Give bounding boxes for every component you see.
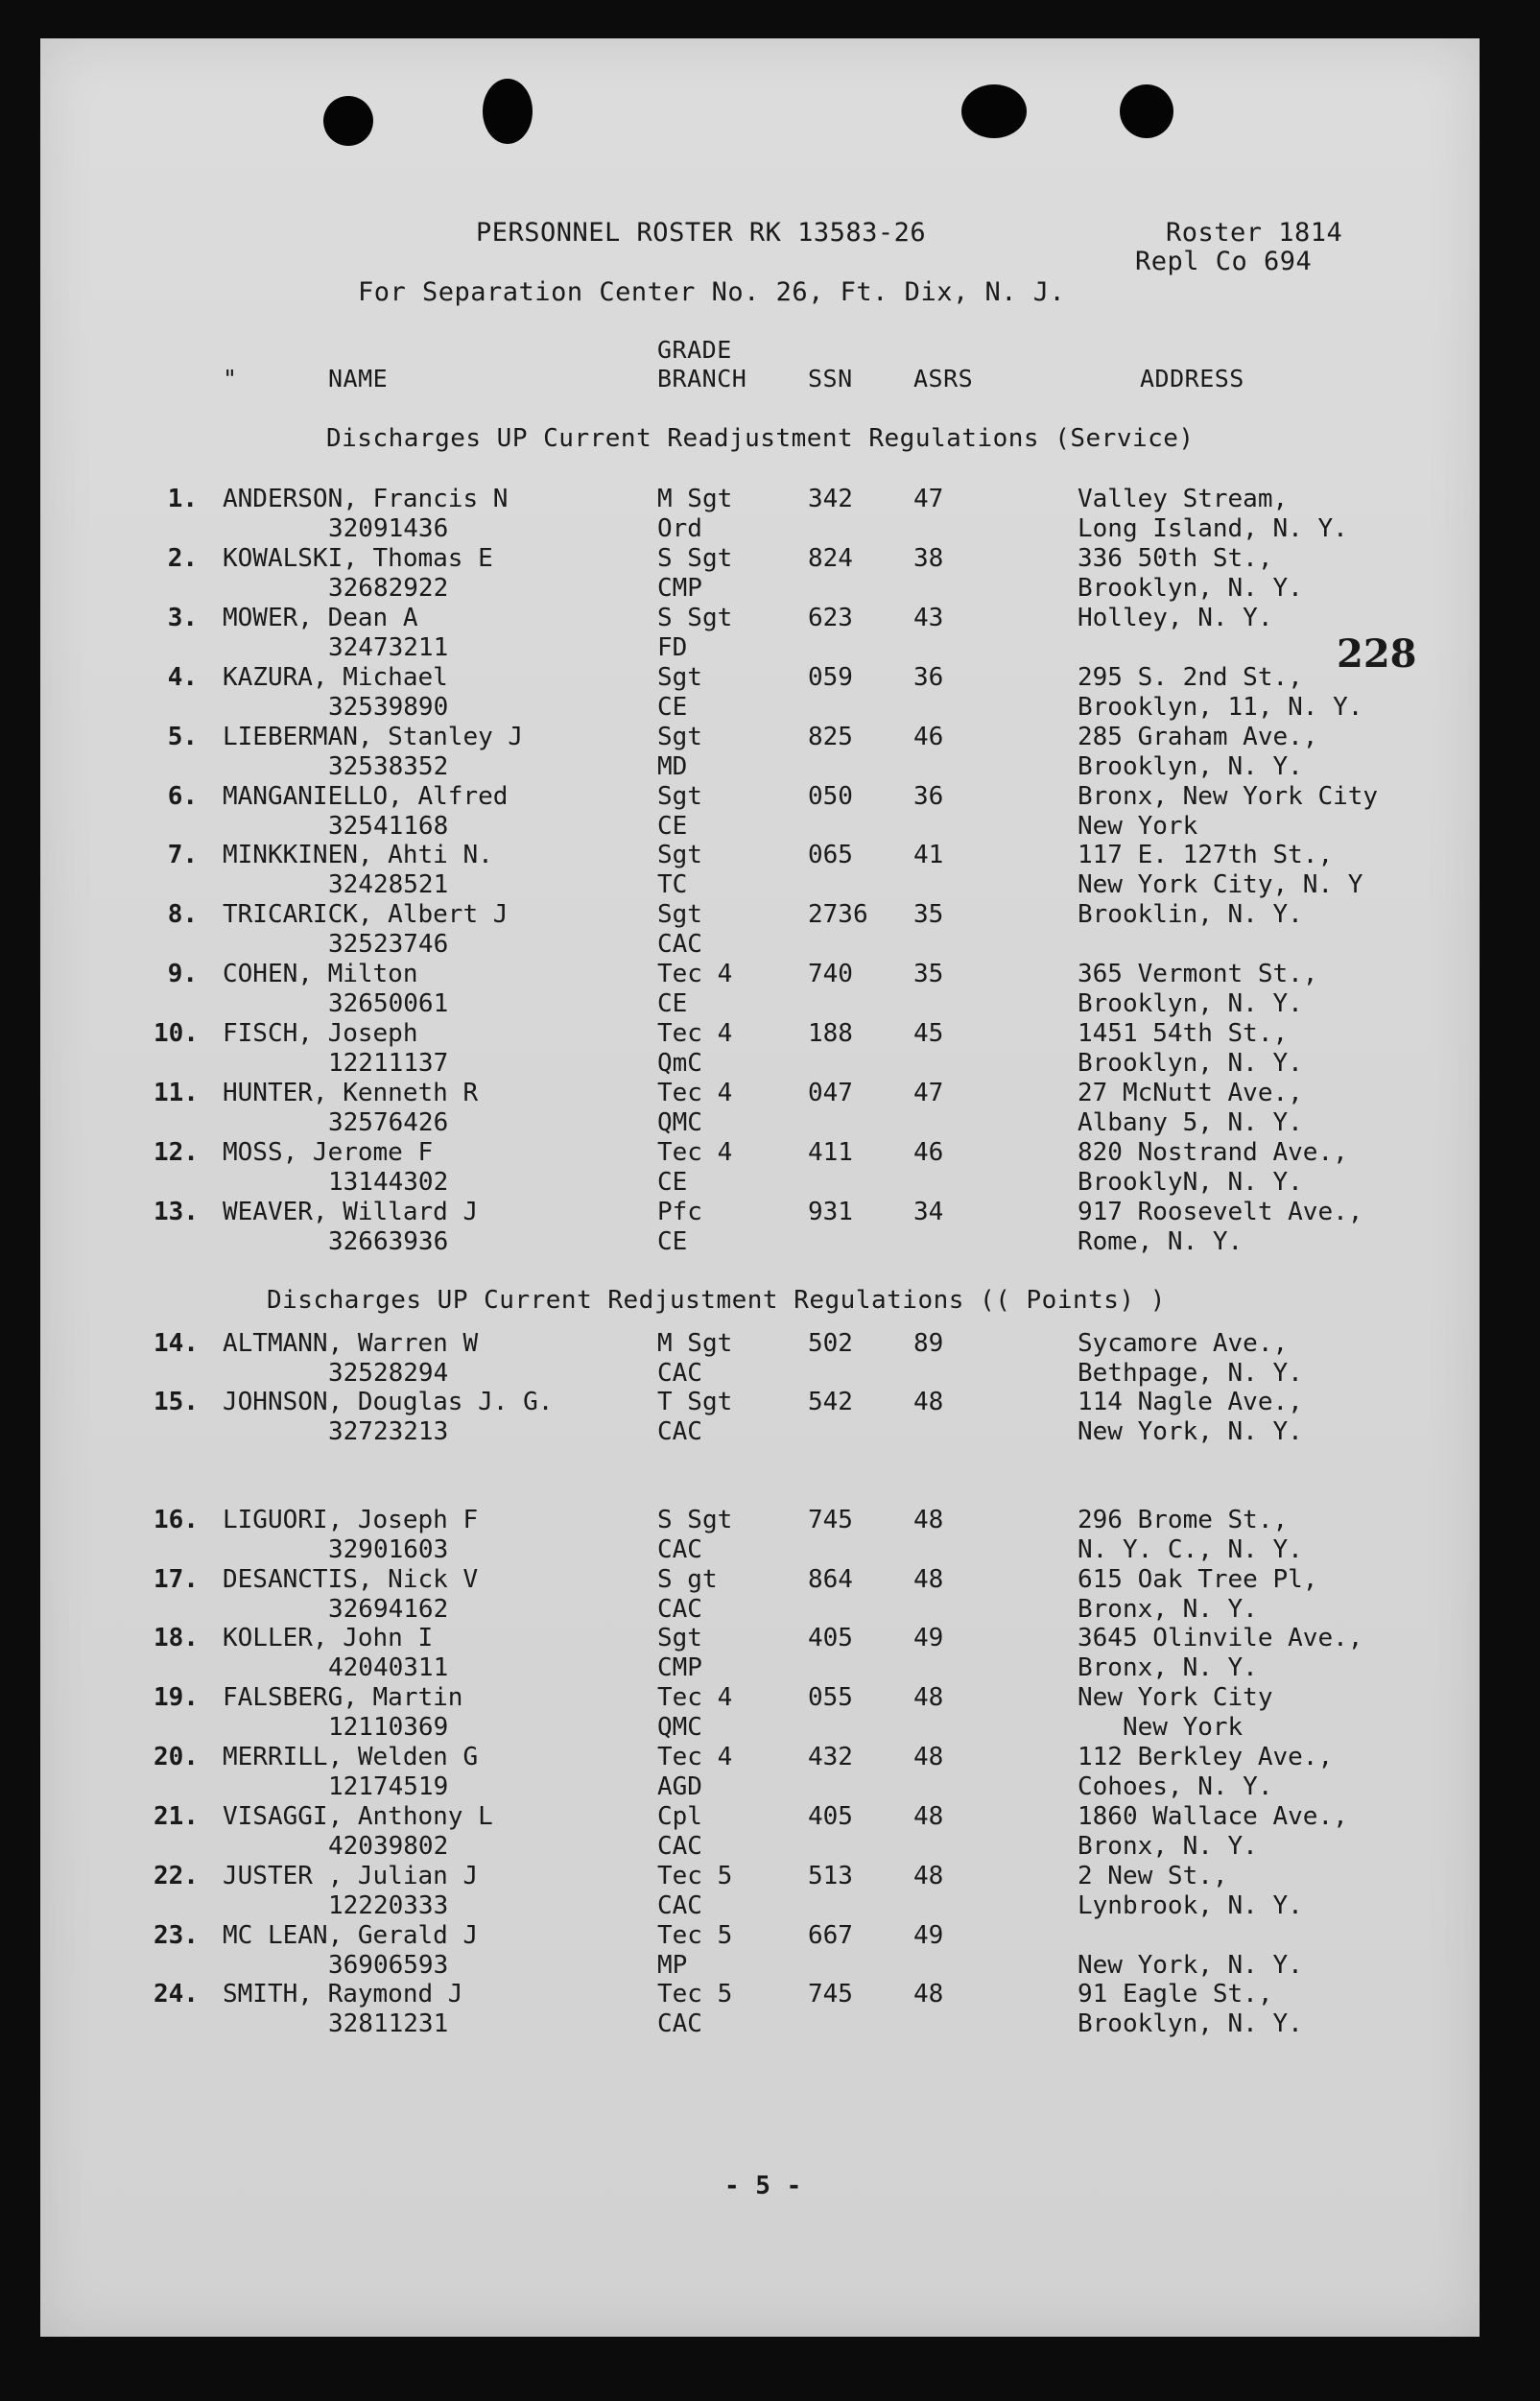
ssn: 047 bbox=[808, 1079, 853, 1107]
serial-number: 12110369 bbox=[328, 1713, 449, 1742]
address-line-2: Albany 5, N. Y. bbox=[1078, 1108, 1303, 1137]
address-line-1: 1860 Wallace Ave., bbox=[1078, 1802, 1348, 1831]
serial-number: 42039802 bbox=[328, 1832, 449, 1861]
separation-center: For Separation Center No. 26, Ft. Dix, N. J. bbox=[358, 277, 1066, 307]
address-line-2: Brooklyn, N. Y. bbox=[1078, 989, 1303, 1019]
table-row bbox=[0, 1565, 1540, 1625]
table-row bbox=[0, 1980, 1540, 2039]
row-number: 16. bbox=[154, 1506, 199, 1534]
grade: Sgt bbox=[657, 722, 702, 751]
branch: CAC bbox=[657, 1417, 702, 1446]
col-name: NAME bbox=[328, 365, 389, 392]
ssn: 864 bbox=[808, 1565, 853, 1594]
address-line-2: Long Island, N. Y. bbox=[1078, 514, 1348, 543]
asrs-score: 48 bbox=[913, 1743, 944, 1771]
serial-number: 32539890 bbox=[328, 692, 449, 722]
branch: AGD bbox=[657, 1772, 702, 1801]
asrs-score: 48 bbox=[913, 1862, 944, 1890]
row-number: 2. bbox=[167, 543, 198, 573]
soldier-name: MERRILL, Welden G bbox=[223, 1743, 479, 1771]
ssn: 065 bbox=[808, 841, 853, 870]
row-number: 22. bbox=[154, 1862, 199, 1890]
address-line-2: BrooklyN, N. Y. bbox=[1078, 1167, 1303, 1197]
serial-number: 32682922 bbox=[328, 573, 449, 603]
address-line-1: Holley, N. Y. bbox=[1078, 603, 1273, 632]
asrs-score: 35 bbox=[913, 900, 944, 930]
address-line-1: 917 Roosevelt Ave., bbox=[1078, 1197, 1363, 1226]
soldier-name: KOWALSKI, Thomas E bbox=[223, 543, 493, 573]
row-number: 23. bbox=[154, 1921, 199, 1950]
address-line-2: Bethpage, N. Y. bbox=[1078, 1359, 1303, 1388]
roster-number: Roster 1814 bbox=[1166, 218, 1343, 248]
asrs-score: 38 bbox=[913, 543, 944, 573]
address-line-2: Brooklyn, N. Y. bbox=[1078, 2009, 1303, 2038]
serial-number: 32473211 bbox=[328, 632, 449, 662]
serial-number: 12174519 bbox=[328, 1772, 449, 1801]
asrs-score: 35 bbox=[913, 960, 944, 989]
branch: CE bbox=[657, 811, 688, 841]
table-row bbox=[0, 1388, 1540, 1447]
address-line-1: 27 McNutt Ave., bbox=[1078, 1079, 1303, 1107]
soldier-name: KOLLER, John I bbox=[223, 1624, 434, 1652]
table-row bbox=[0, 1079, 1540, 1138]
address-line-1: 296 Brome St., bbox=[1078, 1506, 1289, 1534]
serial-number: 32523746 bbox=[328, 930, 449, 960]
asrs-score: 49 bbox=[913, 1624, 944, 1652]
table-row bbox=[0, 782, 1540, 842]
row-number: 12. bbox=[154, 1137, 199, 1167]
punch-hole-4 bbox=[1120, 84, 1173, 138]
asrs-score: 47 bbox=[913, 1079, 944, 1107]
ssn: 502 bbox=[808, 1329, 853, 1358]
address-line-1: 114 Nagle Ave., bbox=[1078, 1388, 1303, 1416]
address-line-1: 91 Eagle St., bbox=[1078, 1980, 1273, 2009]
address-line-2: New York bbox=[1078, 811, 1198, 841]
branch: FD bbox=[657, 632, 688, 662]
ssn: 513 bbox=[808, 1862, 853, 1890]
table-row bbox=[0, 960, 1540, 1019]
row-number: 13. bbox=[154, 1197, 199, 1226]
serial-number: 32663936 bbox=[328, 1226, 449, 1256]
stamped-page-number: 228 bbox=[1337, 631, 1417, 677]
ssn: 931 bbox=[808, 1197, 853, 1226]
address-line-2: Cohoes, N. Y. bbox=[1078, 1772, 1273, 1801]
serial-number: 12220333 bbox=[328, 1891, 449, 1920]
grade: Tec 4 bbox=[657, 1019, 733, 1049]
address-line-1: 336 50th St., bbox=[1078, 543, 1273, 573]
row-number: 15. bbox=[154, 1388, 199, 1416]
address-line-1: 3645 Olinvile Ave., bbox=[1078, 1624, 1363, 1652]
asrs-score: 36 bbox=[913, 781, 944, 811]
branch: CAC bbox=[657, 1359, 702, 1388]
grade: M Sgt bbox=[657, 485, 733, 513]
row-number: 19. bbox=[154, 1683, 199, 1712]
table-row bbox=[0, 1743, 1540, 1802]
table-row bbox=[0, 1683, 1540, 1743]
asrs-score: 48 bbox=[913, 1802, 944, 1831]
address-line-1: 1451 54th St., bbox=[1078, 1019, 1289, 1049]
soldier-name: SMITH, Raymond J bbox=[223, 1980, 463, 2009]
soldier-name: MOWER, Dean A bbox=[223, 603, 418, 632]
ssn: 405 bbox=[808, 1802, 853, 1831]
branch: CAC bbox=[657, 1535, 702, 1564]
branch: CAC bbox=[657, 1832, 702, 1861]
branch: CE bbox=[657, 692, 688, 722]
address-line-2: New York bbox=[1078, 1713, 1244, 1742]
punch-hole-2 bbox=[483, 79, 533, 144]
address-line-2: Brooklyn, N. Y. bbox=[1078, 1049, 1303, 1079]
branch: CE bbox=[657, 1226, 688, 1256]
ssn: 740 bbox=[808, 960, 853, 989]
serial-number: 42040311 bbox=[328, 1653, 449, 1682]
section-heading-points: Discharges UP Current Redjustment Regulations (( Points) ) bbox=[267, 1286, 1166, 1315]
asrs-score: 34 bbox=[913, 1197, 944, 1226]
grade: Tec 4 bbox=[657, 1743, 733, 1771]
soldier-name: ALTMANN, Warren W bbox=[223, 1329, 479, 1358]
soldier-name: DESANCTIS, Nick V bbox=[223, 1565, 479, 1594]
soldier-name: LIGUORI, Joseph F bbox=[223, 1506, 479, 1534]
ssn: 411 bbox=[808, 1137, 853, 1167]
branch: CAC bbox=[657, 930, 702, 960]
table-row bbox=[0, 1802, 1540, 1862]
serial-number: 32650061 bbox=[328, 989, 449, 1019]
ssn: 745 bbox=[808, 1980, 853, 2009]
table-row bbox=[0, 1506, 1540, 1565]
address-line-2: New York, N. Y. bbox=[1078, 1417, 1303, 1446]
row-number: 18. bbox=[154, 1624, 199, 1652]
ssn: 745 bbox=[808, 1506, 853, 1534]
ssn: 667 bbox=[808, 1921, 853, 1950]
col-asrs: ASRS bbox=[913, 365, 974, 392]
address-line-2: Brooklyn, N. Y. bbox=[1078, 573, 1303, 603]
table-row bbox=[0, 544, 1540, 604]
col-branch: BRANCH bbox=[657, 365, 747, 392]
serial-number: 32528294 bbox=[328, 1359, 449, 1388]
branch: CE bbox=[657, 1167, 688, 1197]
ssn: 059 bbox=[808, 662, 853, 692]
branch: MD bbox=[657, 751, 688, 781]
branch: CAC bbox=[657, 1595, 702, 1624]
row-number: 17. bbox=[154, 1565, 199, 1594]
soldier-name: MOSS, Jerome F bbox=[223, 1137, 434, 1167]
grade: S Sgt bbox=[657, 603, 733, 632]
grade: S gt bbox=[657, 1565, 718, 1594]
col-mark: " bbox=[223, 365, 238, 392]
soldier-name: VISAGGI, Anthony L bbox=[223, 1802, 493, 1831]
row-number: 7. bbox=[167, 841, 198, 870]
replacement-company: Repl Co 694 bbox=[1135, 247, 1313, 276]
address-line-1: 365 Vermont St., bbox=[1078, 960, 1318, 989]
serial-number: 32694162 bbox=[328, 1595, 449, 1624]
row-number: 3. bbox=[167, 603, 198, 632]
grade: Sgt bbox=[657, 781, 702, 811]
address-line-2: Bronx, N. Y. bbox=[1078, 1595, 1258, 1624]
table-row bbox=[0, 1019, 1540, 1079]
serial-number: 32428521 bbox=[328, 870, 449, 900]
address-line-1: 295 S. 2nd St., bbox=[1078, 662, 1303, 692]
asrs-score: 89 bbox=[913, 1329, 944, 1358]
address-line-2: Brooklyn, N. Y. bbox=[1078, 751, 1303, 781]
asrs-score: 49 bbox=[913, 1921, 944, 1950]
address-line-2: New York City, N. Y bbox=[1078, 870, 1363, 900]
serial-number: 32576426 bbox=[328, 1108, 449, 1137]
ssn: 050 bbox=[808, 781, 853, 811]
asrs-score: 43 bbox=[913, 603, 944, 632]
ssn: 188 bbox=[808, 1019, 853, 1049]
serial-number: 13144302 bbox=[328, 1167, 449, 1197]
address-line-1: 112 Berkley Ave., bbox=[1078, 1743, 1334, 1771]
branch: CMP bbox=[657, 573, 702, 603]
address-line-2: Lynbrook, N. Y. bbox=[1078, 1891, 1303, 1920]
grade: Tec 4 bbox=[657, 1079, 733, 1107]
ssn: 824 bbox=[808, 543, 853, 573]
row-number: 6. bbox=[167, 781, 198, 811]
col-grade: GRADE bbox=[657, 336, 732, 364]
table-row bbox=[0, 485, 1540, 544]
address-line-1: 2 New St., bbox=[1078, 1862, 1228, 1890]
branch: CMP bbox=[657, 1653, 702, 1682]
soldier-name: WEAVER, Willard J bbox=[223, 1197, 479, 1226]
branch: CE bbox=[657, 989, 688, 1019]
grade: Sgt bbox=[657, 841, 702, 870]
address-line-2: Rome, N. Y. bbox=[1078, 1226, 1244, 1256]
ssn: 342 bbox=[808, 485, 853, 513]
grade: T Sgt bbox=[657, 1388, 733, 1416]
table-row bbox=[0, 1198, 1540, 1257]
row-number: 5. bbox=[167, 722, 198, 751]
grade: Tec 5 bbox=[657, 1980, 733, 2009]
grade: Tec 4 bbox=[657, 1683, 733, 1712]
section-heading-service: Discharges UP Current Readjustment Regulations (Service) bbox=[326, 424, 1195, 453]
branch: QMC bbox=[657, 1108, 702, 1137]
address-line-2: Bronx, N. Y. bbox=[1078, 1832, 1258, 1861]
soldier-name: MC LEAN, Gerald J bbox=[223, 1921, 479, 1950]
soldier-name: KAZURA, Michael bbox=[223, 662, 448, 692]
ssn: 432 bbox=[808, 1743, 853, 1771]
address-line-1: New York City bbox=[1078, 1683, 1273, 1712]
grade: Sgt bbox=[657, 900, 702, 930]
branch: CAC bbox=[657, 2009, 702, 2038]
grade: Tec 5 bbox=[657, 1862, 733, 1890]
grade: S Sgt bbox=[657, 543, 733, 573]
asrs-score: 48 bbox=[913, 1565, 944, 1594]
row-number: 8. bbox=[167, 900, 198, 930]
address-line-2: Bronx, N. Y. bbox=[1078, 1653, 1258, 1682]
ssn: 055 bbox=[808, 1683, 853, 1712]
page-number: - 5 - bbox=[724, 2172, 802, 2200]
soldier-name: ANDERSON, Francis N bbox=[223, 485, 509, 513]
serial-number: 32538352 bbox=[328, 751, 449, 781]
serial-number: 32723213 bbox=[328, 1417, 449, 1446]
table-row bbox=[0, 1138, 1540, 1198]
address-line-1: 117 E. 127th St., bbox=[1078, 841, 1334, 870]
row-number: 20. bbox=[154, 1743, 199, 1771]
row-number: 24. bbox=[154, 1980, 199, 2009]
punch-hole-3 bbox=[961, 84, 1027, 138]
asrs-score: 48 bbox=[913, 1506, 944, 1534]
branch: Ord bbox=[657, 514, 702, 543]
address-line-1: Sycamore Ave., bbox=[1078, 1329, 1289, 1358]
row-number: 11. bbox=[154, 1079, 199, 1107]
table-row bbox=[0, 841, 1540, 900]
branch: TC bbox=[657, 870, 688, 900]
row-number: 4. bbox=[167, 662, 198, 692]
address-line-1: 615 Oak Tree Pl, bbox=[1078, 1565, 1318, 1594]
asrs-score: 48 bbox=[913, 1388, 944, 1416]
roster-title: PERSONNEL ROSTER RK 13583-26 bbox=[476, 218, 927, 248]
address-line-1: 820 Nostrand Ave., bbox=[1078, 1137, 1348, 1167]
grade: Tec 4 bbox=[657, 960, 733, 989]
grade: Cpl bbox=[657, 1802, 702, 1831]
soldier-name: MINKKINEN, Ahti N. bbox=[223, 841, 493, 870]
serial-number: 36906593 bbox=[328, 1951, 449, 1980]
soldier-name: COHEN, Milton bbox=[223, 960, 418, 989]
soldier-name: FISCH, Joseph bbox=[223, 1019, 418, 1049]
row-number: 10. bbox=[154, 1019, 199, 1049]
ssn: 542 bbox=[808, 1388, 853, 1416]
row-number: 9. bbox=[167, 960, 198, 989]
col-address: ADDRESS bbox=[1140, 365, 1244, 392]
address-line-2: N. Y. C., N. Y. bbox=[1078, 1535, 1303, 1564]
soldier-name: TRICARICK, Albert J bbox=[223, 900, 509, 930]
row-number: 14. bbox=[154, 1329, 199, 1358]
soldier-name: JOHNSON, Douglas J. G. bbox=[223, 1388, 554, 1416]
row-number: 1. bbox=[167, 485, 198, 513]
branch: QMC bbox=[657, 1713, 702, 1742]
table-row bbox=[0, 1862, 1540, 1921]
col-ssn: SSN bbox=[808, 365, 853, 392]
table-row bbox=[0, 604, 1540, 663]
soldier-name: JUSTER , Julian J bbox=[223, 1862, 479, 1890]
address-line-2: New York, N. Y. bbox=[1078, 1951, 1303, 1980]
asrs-score: 36 bbox=[913, 662, 944, 692]
address-line-1: 285 Graham Ave., bbox=[1078, 722, 1318, 751]
address-line-2: Brooklyn, 11, N. Y. bbox=[1078, 692, 1363, 722]
soldier-name: LIEBERMAN, Stanley J bbox=[223, 722, 524, 751]
asrs-score: 46 bbox=[913, 1137, 944, 1167]
grade: M Sgt bbox=[657, 1329, 733, 1358]
table-row bbox=[0, 723, 1540, 782]
ssn: 825 bbox=[808, 722, 853, 751]
serial-number: 32541168 bbox=[328, 811, 449, 841]
serial-number: 32091436 bbox=[328, 514, 449, 543]
address-line-1: Valley Stream, bbox=[1078, 485, 1289, 513]
grade: Sgt bbox=[657, 662, 702, 692]
serial-number: 12211137 bbox=[328, 1049, 449, 1079]
address-line-1: Bronx, New York City bbox=[1078, 781, 1379, 811]
asrs-score: 41 bbox=[913, 841, 944, 870]
asrs-score: 48 bbox=[913, 1980, 944, 2009]
grade: Pfc bbox=[657, 1197, 702, 1226]
serial-number: 32811231 bbox=[328, 2009, 449, 2038]
asrs-score: 46 bbox=[913, 722, 944, 751]
branch: MP bbox=[657, 1951, 688, 1980]
asrs-score: 47 bbox=[913, 485, 944, 513]
ssn: 405 bbox=[808, 1624, 853, 1652]
soldier-name: MANGANIELLO, Alfred bbox=[223, 781, 509, 811]
soldier-name: FALSBERG, Martin bbox=[223, 1683, 463, 1712]
branch: CAC bbox=[657, 1891, 702, 1920]
table-row bbox=[0, 663, 1540, 723]
branch: QmC bbox=[657, 1049, 702, 1079]
table-row bbox=[0, 1921, 1540, 1981]
asrs-score: 45 bbox=[913, 1019, 944, 1049]
grade: Tec 4 bbox=[657, 1137, 733, 1167]
punch-hole-1 bbox=[323, 96, 373, 146]
grade: Tec 5 bbox=[657, 1921, 733, 1950]
serial-number: 32901603 bbox=[328, 1535, 449, 1564]
table-row bbox=[0, 1329, 1540, 1389]
grade: Sgt bbox=[657, 1624, 702, 1652]
ssn: 623 bbox=[808, 603, 853, 632]
address-line-1: Brooklin, N. Y. bbox=[1078, 900, 1303, 930]
row-number: 21. bbox=[154, 1802, 199, 1831]
asrs-score: 48 bbox=[913, 1683, 944, 1712]
table-row bbox=[0, 900, 1540, 960]
grade: S Sgt bbox=[657, 1506, 733, 1534]
table-row bbox=[0, 1624, 1540, 1683]
ssn: 2736 bbox=[808, 900, 868, 930]
soldier-name: HUNTER, Kenneth R bbox=[223, 1079, 479, 1107]
